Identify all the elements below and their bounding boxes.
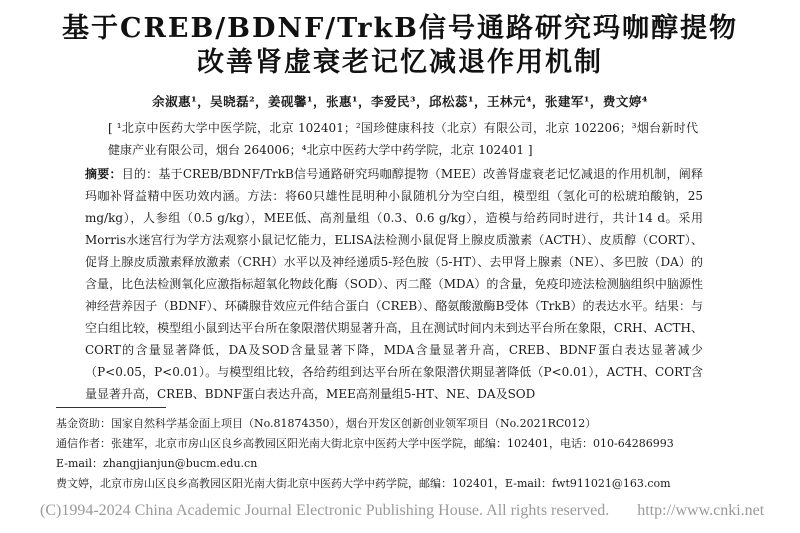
abstract-text: 目的：基于CREB/BDNF/TrkB信号通路研究玛咖醇提物（MEE）改善肾虚衰老记忆减退的作用机制，阐释玛咖补肾益精中医功效内涵。方法：将60只雄性昆明种小鼠随机分为空白组，模型组（氢化可的松琥珀酸钠，25 mg/kg），人参组（0.5 g/kg），MEE低、高剂量组（0.3、0.6 g/kg），造模与给药同时进行，共计14 d。采用Morris水迷宫行为学方法观察小鼠记忆能力，ELISA法检测小鼠促肾上腺皮质激素（ACTH）、皮质醇（CORT）、促肾上腺皮质激素释放激素（CRH）水平以及神经递质5-羟色胺（5-HT）、去甲肾上腺素（NE）、多巴胺（DA）的含量，比色法检测氧化应激指标超氧化物歧化酶（SOD）、丙二醛（MDA）的含量，免疫印迹法检测脑组织中脑源性神经营养因子（BDNF）、环磷腺苷效应元件结合蛋白（CREB）、酪氨酸激酶B受体（TrkB）的表达水平。结果：与空白组比较，模型组小鼠到达平台所在象限潜伏期显著升高，且在测试时间内未到达平台所在象限，CRH、ACTH、CORT的含量显著降低，DA及SOD含量显著下降，MDA含量显著升高，CREB、BDNF蛋白表达显著减少（P<0.05，P<0.01）。与模型组比较，各给药组到达平台所在象限潜伏期显著降低（P<0.01），ACTH、CORT含量显著升高，CREB、BDNF蛋白表达升高，MEE高剂量组5-HT、NE、DA及SOD — [85, 167, 703, 401]
abstract-label: 摘要： — [85, 167, 122, 181]
copyright-text: (C)1994-2024 China Academic Journal Electronic Publishing House. All rights reserved. — [40, 502, 610, 519]
funding-note: 基金资助：国家自然科学基金面上项目（No.81874350），烟台开发区创新创业领军项目（No.2021RC012） — [56, 417, 597, 430]
author-list: 余淑惠¹，吴晓磊²，姜砚馨¹，张惠¹，李爱民³，邱松蕊¹，王林元⁴，张建军¹，费文婷⁴ — [152, 94, 648, 109]
email-note: E-mail：zhangjianjun@bucm.edu.cn — [56, 457, 258, 470]
abstract — [85, 163, 703, 405]
cnki-url: http://www.cnki.net — [637, 502, 765, 519]
corresponding-author-note: 通信作者：张建军，北京市房山区良乡高教园区阳光南大街北京中医药大学中医学院，邮编：102401，电话：010-64286993 — [56, 437, 674, 450]
paper-title-line2: 改善肾虚衰老记忆减退作用机制 — [197, 47, 603, 78]
copyright-watermark — [40, 502, 765, 520]
footnotes — [56, 414, 746, 494]
second-author-note: 费文婷，北京市房山区良乡高教园区阳光南大街北京中医药大学中药学院，邮编：102401，E-mail：fwt911021@163.com — [56, 477, 671, 490]
paper-title-line1: 基于CREB/BDNF/TrkB信号通路研究玛咖醇提物 — [61, 13, 738, 44]
affiliations: [ ¹北京中医药大学中医学院，北京 102401；²国珍健康科技（北京）有限公司，北京 102206；³烟台新时代健康产业有限公司，烟台 264006；⁴北京中医药大学中药学院，北京 102401 ] — [108, 121, 698, 157]
footnote-divider — [56, 407, 166, 408]
